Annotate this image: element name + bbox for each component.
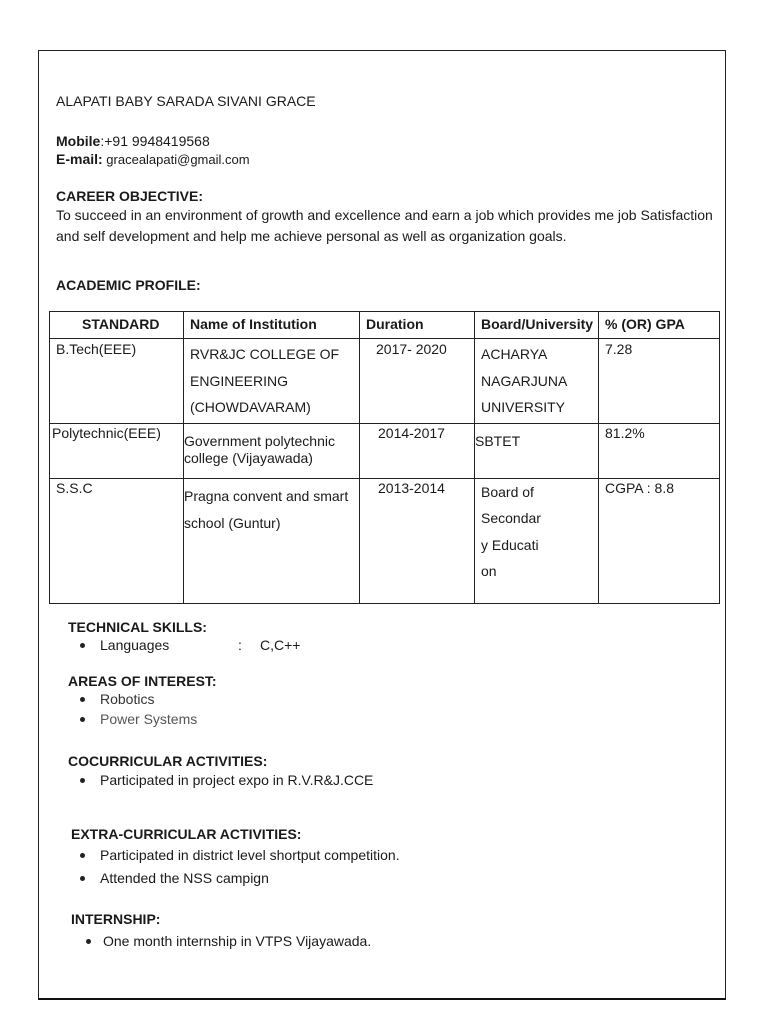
bullet-icon [80,778,85,783]
column-header: Board/University [475,312,599,339]
bullet-icon [80,717,85,722]
column-header: Duration [360,312,475,339]
cell-score: 81.2% [599,423,720,478]
table-row [50,423,720,478]
cell-institution: Pragna convent and smart school (Guntur) [184,478,360,603]
academic-profile-heading: ACADEMIC PROFILE: [56,277,201,293]
cell-duration: 2017- 2020 [360,339,475,424]
cocurricular-item: Participated in project expo in R.V.R&J.CCE [100,772,374,788]
cell-score: CGPA : 8.8 [599,478,720,603]
table-row [50,478,720,603]
column-header: Name of Institution [184,312,360,339]
list-item [86,933,371,949]
extracurricular-item: Attended the NSS campign [100,870,269,886]
skill-value: C,C++ [260,637,301,653]
skill-label: Languages [100,637,170,653]
cell-standard: B.Tech(EEE) [50,339,184,424]
internship-heading: INTERNSHIP: [71,911,161,927]
cell-score: 7.28 [599,339,720,424]
skill-separator: : [238,637,242,653]
extracurricular-heading: EXTRA-CURRICULAR ACTIVITIES: [71,826,302,842]
column-header: STANDARD [50,312,184,339]
list-item [80,847,400,863]
candidate-name: ALAPATI BABY SARADA SIVANI GRACE [56,93,316,109]
cell-board: ACHARYA NAGARJUNA UNIVERSITY [475,339,599,424]
cell-duration: 2014-2017 [360,423,475,478]
mobile-value: :+91 9948419568 [100,133,210,149]
cell-board: SBTET [475,423,599,478]
list-item [80,637,300,653]
career-objective-heading: CAREER OBJECTIVE: [56,188,204,204]
interest-item: Power Systems [100,711,198,727]
email-value: gracealapati@gmail.com [102,152,250,167]
cocurricular-heading: COCURRICULAR ACTIVITIES: [68,753,268,769]
list-item [80,711,197,727]
cell-standard: Polytechnic(EEE) [50,423,184,478]
contact-mobile [56,133,210,149]
academic-table [49,311,720,604]
areas-of-interest-heading: AREAS OF INTEREST: [68,673,217,689]
contact-email [56,151,250,167]
cell-institution: Government polytechnic college (Vijayawada) [184,423,360,478]
bullet-icon [80,853,85,858]
cell-standard: S.S.C [50,478,184,603]
cell-duration: 2013-2014 [360,478,475,603]
interest-item: Robotics [100,691,155,707]
list-item [80,772,373,788]
bullet-icon [86,939,91,944]
bullet-icon [80,643,85,648]
bullet-icon [80,697,85,702]
column-header: % (OR) GPA [599,312,720,339]
technical-skills-heading: TECHNICAL SKILLS: [68,619,207,635]
career-objective-text: To succeed in an environment of growth and excellence and earn a job which provides me job Satisfaction and self development and help me achieve personal as well as organization goals. [56,207,713,244]
bullet-icon [80,876,85,881]
table-header-row [50,312,720,339]
cell-institution: RVR&JC COLLEGE OF ENGINEERING (CHOWDAVARAM) [184,339,360,424]
internship-item: One month internship in VTPS Vijayawada. [103,933,372,949]
table-row [50,339,720,424]
mobile-label: Mobile [56,133,101,149]
extracurricular-item: Participated in district level shortput competition. [100,847,400,863]
email-label: E-mail: [56,151,103,167]
list-item [80,870,269,886]
list-item [80,691,154,707]
cell-board: Board of Secondary Education [475,478,599,603]
